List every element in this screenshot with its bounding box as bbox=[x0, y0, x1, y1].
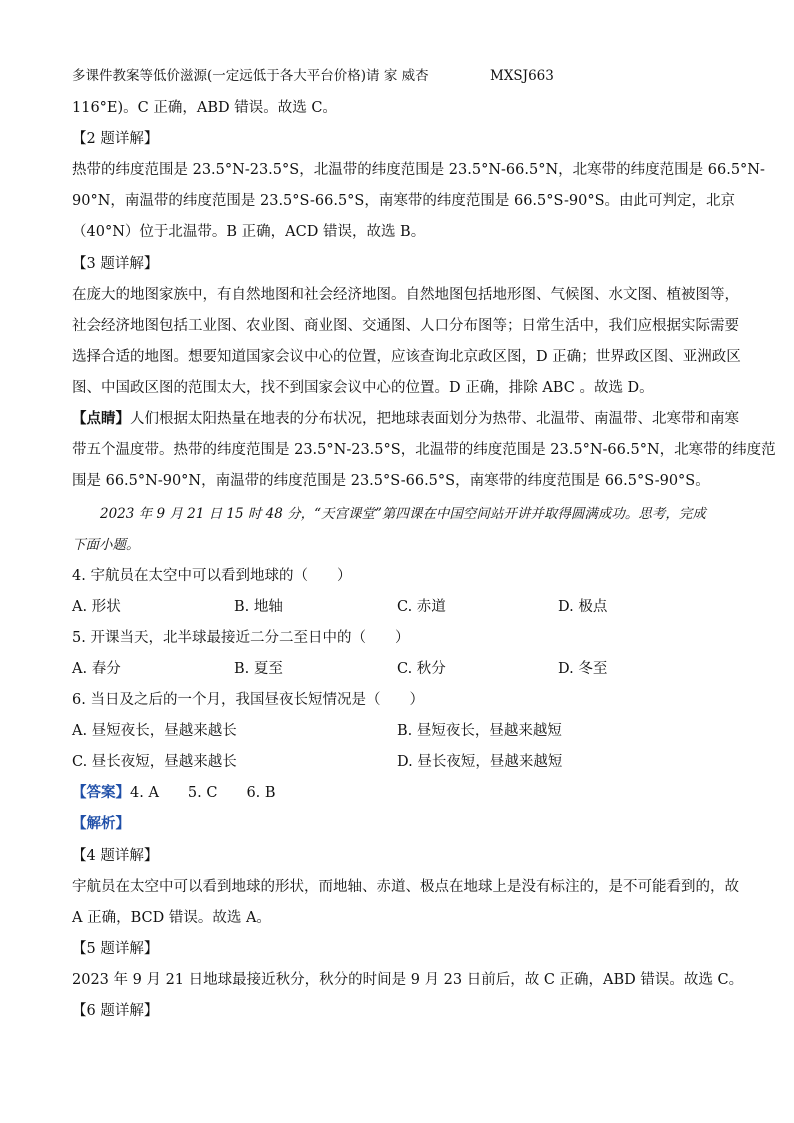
text-line: 围是 66.5°N-90°N，南温带的纬度范围是 23.5°S-66.5°S，南寒带的纬度范围是 66.5°S-90°S。 bbox=[72, 473, 710, 489]
section-heading-3: 【3 题详解】 bbox=[72, 256, 159, 272]
option-b: B. 地轴 bbox=[234, 599, 283, 615]
text-line: （40°N）位于北温带。B 正确，ACD 错误，故选 B。 bbox=[72, 224, 426, 240]
analysis-label: 【解析】 bbox=[72, 815, 130, 832]
text-line: 90°N，南温带的纬度范围是 23.5°S-66.5°S，南寒带的纬度范围是 66.5°S-90°S。由此可判定，北京 bbox=[72, 193, 736, 209]
option-a: A. 春分 bbox=[72, 661, 121, 677]
section-heading-4: 【4 题详解】 bbox=[72, 848, 159, 864]
option-b: B. 昼短夜长，昼越来越短 bbox=[397, 723, 562, 739]
option-d: D. 昼长夜短，昼越来越短 bbox=[397, 754, 563, 770]
intro-line: 下面小题。 bbox=[72, 537, 140, 553]
answer-line bbox=[72, 783, 722, 803]
question-5: 5. 开课当天，北半球最接近二分二至日中的（ ） bbox=[72, 630, 410, 646]
option-b: B. 夏至 bbox=[234, 661, 283, 677]
option-d: D. 极点 bbox=[558, 599, 608, 615]
section-heading-6: 【6 题详解】 bbox=[72, 1003, 159, 1019]
answer-text: 4. A 5. C 6. B bbox=[130, 785, 276, 801]
header-line bbox=[72, 66, 722, 86]
tip-label: 【点睛】 bbox=[72, 410, 130, 427]
text-line: 116°E)。C 正确，ABD 错误。故选 C。 bbox=[72, 100, 337, 116]
tip-line bbox=[72, 409, 739, 429]
section-heading-2: 【2 题详解】 bbox=[72, 131, 159, 147]
section-heading-5: 【5 题详解】 bbox=[72, 941, 159, 957]
intro-line: 2023 年 9 月 21 日 15 时 48 分，“天宫课堂”第四课在中国空间站开讲并取得圆满成功。思考，完成 bbox=[100, 506, 706, 522]
text-line: 选择合适的地图。想要知道国家会议中心的位置，应该查询北京政区图，D 正确；世界政区图、亚洲政区 bbox=[72, 349, 741, 365]
text-line: A 正确，BCD 错误。故选 A。 bbox=[72, 910, 271, 926]
question-4: 4. 宇航员在太空中可以看到地球的（ ） bbox=[72, 568, 352, 584]
option-a: A. 昼短夜长，昼越来越长 bbox=[72, 723, 237, 739]
option-c: C. 赤道 bbox=[397, 599, 446, 615]
header-ad-text: 多课件教案等低价滋源(一定远低于各大平台价格)请 家 威杏 bbox=[72, 68, 429, 84]
tip-text: 人们根据太阳热量在地表的分布状况，把地球表面划分为热带、北温带、南温带、北寒带和南寒 bbox=[130, 411, 739, 427]
text-line: 带五个温度带。热带的纬度范围是 23.5°N-23.5°S，北温带的纬度范围是 23.5°N-66.5°N，北寒带的纬度范 bbox=[72, 442, 776, 458]
header-code: MXSJ663 bbox=[490, 68, 554, 84]
text-line: 2023 年 9 月 21 日地球最接近秋分，秋分的时间是 9 月 23 日前后，故 C 正确，ABD 错误。故选 C。 bbox=[72, 972, 744, 988]
text-line: 社会经济地图包括工业图、农业图、商业图、交通图、人口分布图等；日常生活中，我们应根据实际需要 bbox=[72, 318, 739, 334]
option-d: D. 冬至 bbox=[558, 661, 608, 677]
question-6: 6. 当日及之后的一个月，我国昼夜长短情况是（ ） bbox=[72, 692, 424, 708]
text-line: 在庞大的地图家族中，有自然地图和社会经济地图。自然地图包括地形图、气候图、水文图、植被图等， bbox=[72, 287, 739, 303]
option-c: C. 昼长夜短，昼越来越长 bbox=[72, 754, 237, 770]
option-c: C. 秋分 bbox=[397, 661, 446, 677]
option-a: A. 形状 bbox=[72, 599, 121, 615]
text-line: 宇航员在太空中可以看到地球的形状，而地轴、赤道、极点在地球上是没有标注的，是不可能看到的，故 bbox=[72, 879, 739, 895]
text-line: 图、中国政区图的范围太大，找不到国家会议中心的位置。D 正确，排除 ABC 。故选 D。 bbox=[72, 380, 654, 396]
text-line: 热带的纬度范围是 23.5°N-23.5°S，北温带的纬度范围是 23.5°N-66.5°N，北寒带的纬度范围是 66.5°N- bbox=[72, 162, 765, 178]
answer-label: 【答案】 bbox=[72, 784, 130, 801]
